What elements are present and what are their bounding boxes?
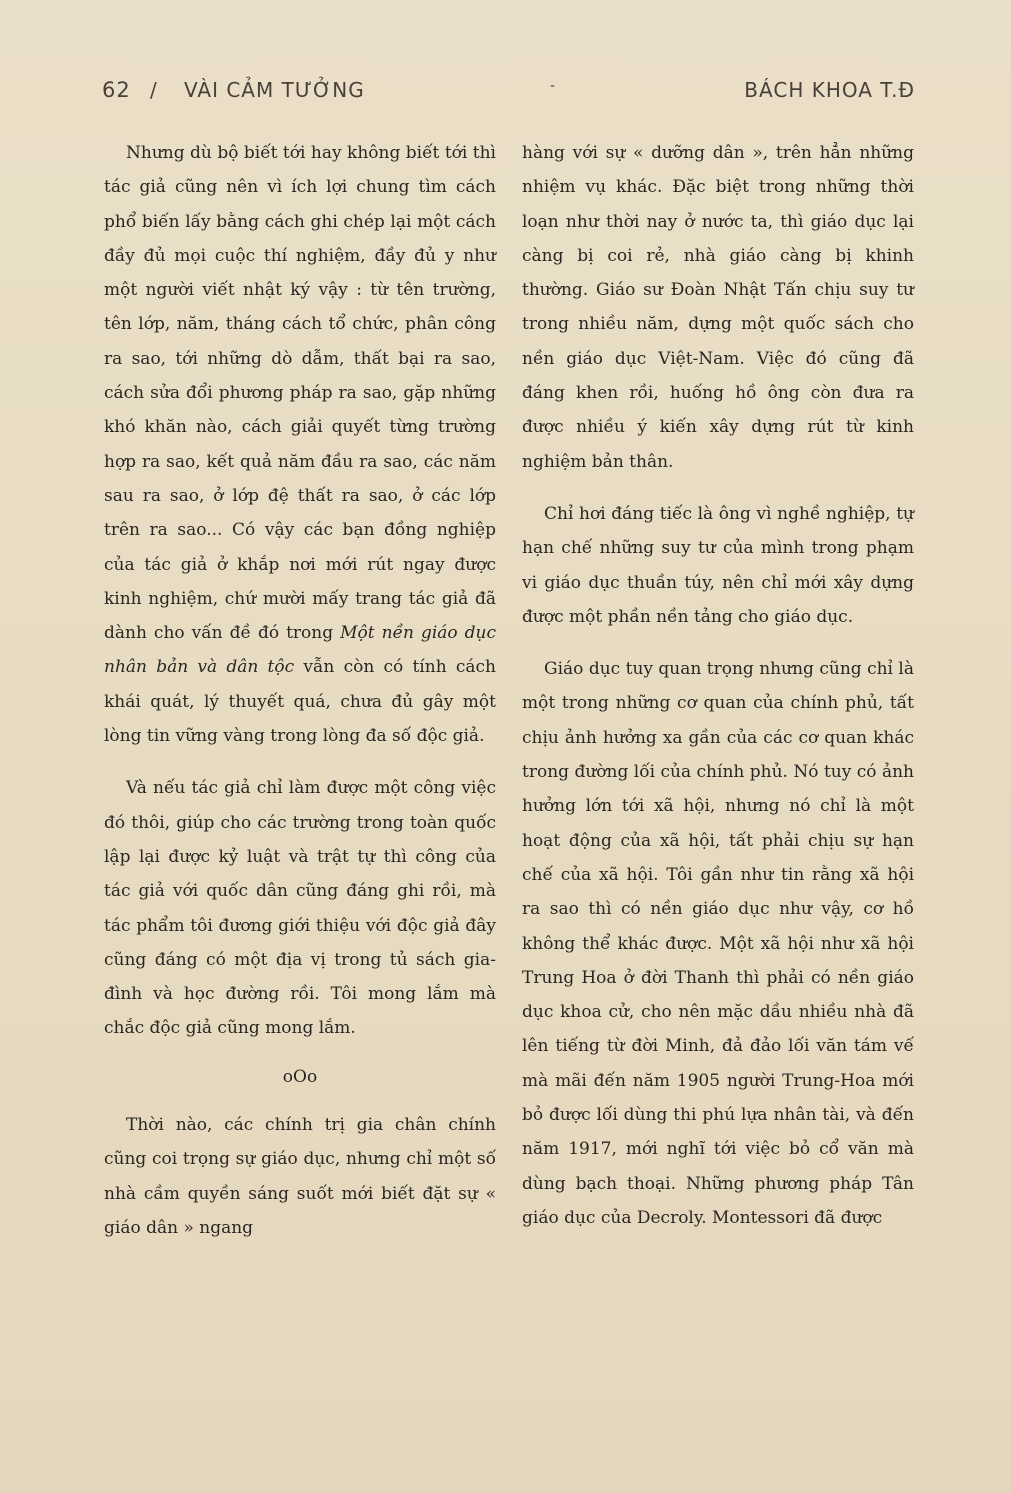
paragraph: hàng với sự « dưỡng dân », trên hẳn những nhiệm vụ khác. Đặc biệt trong những thời loạn như thời nay ở nước ta, thì giáo dục lại càng bị coi rẻ, nhà giáo càng bị khinh thường. Giáo sư Đoàn Nhật Tấn chịu suy tư trong nhiều năm, dựng một quốc sách cho nền giáo dục Việt-Nam. Việc đó cũng đã đáng khen rồi, huống hồ ông còn đưa ra được nhiều ý kiến xây dựng rút từ kinh nghiệm bản thân. (522, 143, 914, 472)
left-column (104, 136, 496, 1245)
paragraph: Chỉ hơi đáng tiếc là ông vì nghề nghiệp, tự hạn chế những suy tư của mình trong phạm vi giáo dục thuần túy, nên chỉ mới xây dựng được một phần nền tảng cho giáo dục. (522, 503, 914, 627)
paragraph (104, 136, 496, 753)
paragraph-text: Nhưng dù bộ biết tới hay không biết tới thì tác giả cũng nên vì ích lợi chung tìm cách phổ biến lấy bằng cách ghi chép lại một cách đầy đủ mọi cuộc thí nghiệm, đầy đủ y như một người viết nhật ký vậy : từ tên trường, tên lớp, năm, tháng cách tổ chức, phân công ra sao, tới những dò dẫm, thất bại ra sao, cách sửa đổi phương pháp ra sao, gặp những khó khăn nào, cách giải quyết từng trường hợp ra sao, kết quả năm đầu ra sao, các năm sau ra sao, ở lớp đệ thất ra sao, ở các lớp trên ra sao... Có vậy các bạn đồng nghiệp của tác giả ở khắp nơi mới rút ngay được kinh nghiệm, chứ mười mấy trang tác giả đã dành cho vấn đề đó trong (104, 143, 496, 644)
section-title: VÀI CẢM TƯỞNG (184, 78, 365, 102)
journal-title: BÁCH KHOA T.Đ (744, 78, 915, 102)
running-header (102, 72, 915, 106)
section-divider: oOo (282, 1066, 318, 1087)
paragraph: Giáo dục tuy quan trọng nhưng cũng chỉ là một trong những cơ quan của chính phủ, tất chịu ảnh hưởng xa gần của các cơ quan khác trong đường lối của chính phủ. Nó tuy có ảnh hưởng lớn tới xã hội, nhưng nó chỉ là một hoạt động của xã hội, tất phải chịu sự hạn chế của xã hội. Tôi gần như tin rằng xã hội ra sao thì có nền giáo dục như vậy, cơ hồ không thể khác được. Một xã hội như xã hội Trung Hoa ở đời Thanh thì phải có nền giáo dục khoa cử, cho nên mặc dầu nhiều nhà đã lên tiếng từ đời Minh, đả đảo lối văn tám vế mà mãi đến năm 1905 người Trung-Hoa mới bỏ được lối dùng thi phú lựa nhân tài, và đến năm 1917, mới nghĩ tới việc bỏ cổ văn mà dùng bạch thoại. Những phương pháp Tân giáo dục của Decroly. Montessori đã được (522, 659, 914, 1228)
paragraph-text: vẫn còn có tính cách khái quát, lý thuyết quá, chưa đủ gây một lòng tin vững vàng trong lòng đa số độc giả. (104, 657, 496, 747)
header-mark: - (550, 78, 557, 94)
header-separator: / (150, 78, 158, 102)
paragraph: Thời nào, các chính trị gia chân chính cũng coi trọng sự giáo dục, nhưng chỉ một số nhà cầm quyền sáng suốt mới biết đặt sự « giáo dân » ngang (104, 1115, 496, 1238)
paragraph: Và nếu tác giả chỉ làm được một công việc đó thôi, giúp cho các trường trong toàn quốc lập lại được kỷ luật và trật tự thì công của tác giả với quốc dân cũng đáng ghi rồi, mà tác phẩm tôi đương giới thiệu với độc giả đây cũng đáng có một địa vị trong tủ sách gia-đình và học đường rồi. Tôi mong lắm mà chắc độc giả cũng mong lắm. (104, 778, 496, 1039)
book-title: Một nền giáo dục nhân bản và dân tộc (104, 623, 497, 678)
page-number: 62 (102, 78, 131, 102)
right-column (522, 136, 914, 1235)
